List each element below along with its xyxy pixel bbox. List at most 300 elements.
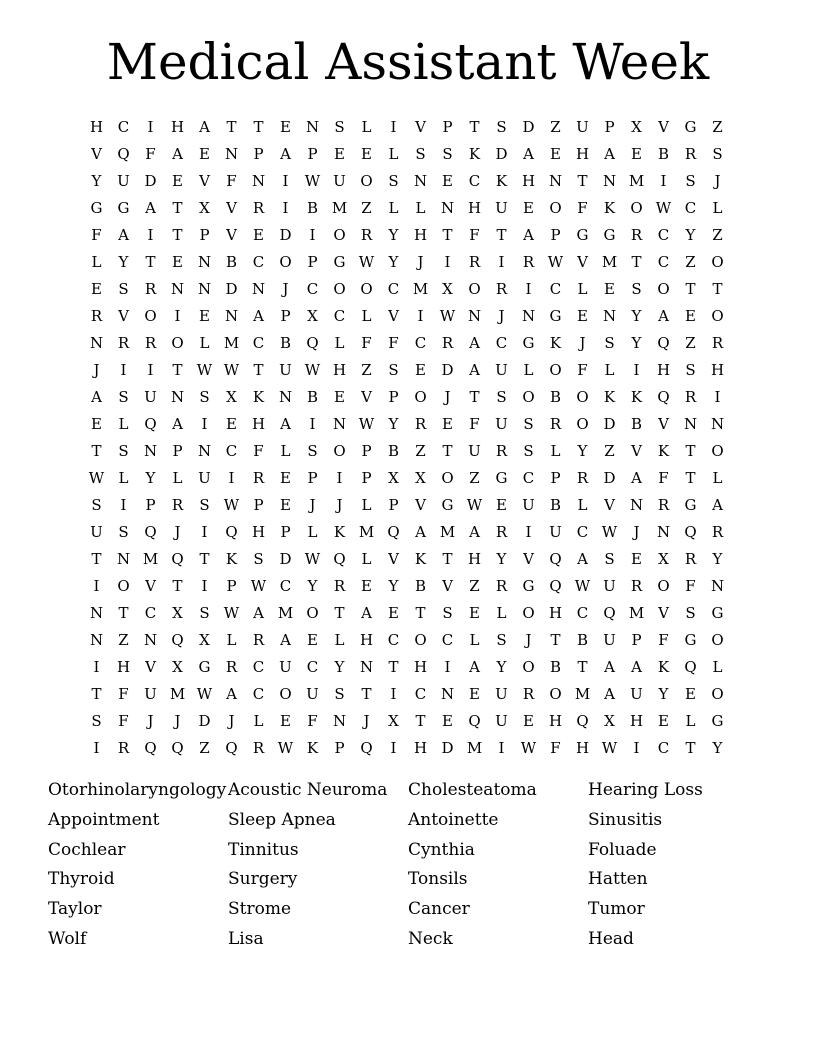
grid-letter: S <box>91 495 102 514</box>
grid-letter: U <box>603 630 616 649</box>
grid-letter: S <box>442 144 453 163</box>
grid-letter: G <box>522 333 535 352</box>
grid-letter: W <box>223 360 240 379</box>
grid-letter: X <box>415 468 426 487</box>
grid-letter: Z <box>118 630 129 649</box>
grid-letter: E <box>685 306 696 325</box>
grid-letter: X <box>658 549 669 568</box>
grid-letter: Z <box>199 738 210 757</box>
grid-letter: V <box>658 603 669 622</box>
grid-letter: V <box>577 252 588 271</box>
grid-letter: P <box>280 306 291 325</box>
grid-letter: T <box>469 117 480 136</box>
grid-letter: T <box>226 117 237 136</box>
grid-letter: E <box>361 144 372 163</box>
word-list-item: Cholesteatoma <box>408 780 537 800</box>
grid-letter: B <box>576 630 589 649</box>
grid-letter: Q <box>306 333 319 352</box>
grid-letter: C <box>414 684 427 703</box>
grid-letter: O <box>711 684 724 703</box>
grid-letter: N <box>629 495 644 514</box>
grid-letter: S <box>685 171 696 190</box>
grid-letter: H <box>548 603 563 622</box>
grid-letter: I <box>525 279 532 298</box>
grid-letter: O <box>144 306 157 325</box>
grid-letter: J <box>714 171 721 190</box>
grid-letter: C <box>252 657 265 676</box>
grid-letter: B <box>549 495 562 514</box>
grid-letter: R <box>684 144 697 163</box>
grid-letter: A <box>253 306 264 325</box>
grid-letter: U <box>306 684 319 703</box>
grid-letter: U <box>495 711 508 730</box>
grid-letter: Q <box>117 144 130 163</box>
grid-letter: Z <box>361 360 372 379</box>
grid-letter: J <box>525 630 532 649</box>
grid-letter: L <box>334 333 345 352</box>
grid-letter: A <box>604 144 615 163</box>
grid-letter: L <box>577 495 588 514</box>
grid-letter: E <box>442 171 453 190</box>
grid-letter: C <box>657 252 670 271</box>
grid-letter: J <box>309 495 316 514</box>
grid-letter: R <box>549 414 562 433</box>
grid-letter: U <box>603 576 616 595</box>
grid-letter: N <box>197 279 212 298</box>
grid-letter: B <box>549 657 562 676</box>
grid-letter: F <box>118 684 129 703</box>
grid-letter: Y <box>91 171 102 190</box>
grid-letter: I <box>174 306 181 325</box>
grid-letter: L <box>253 711 264 730</box>
word-list-item: Cynthia <box>408 839 475 860</box>
grid-letter: A <box>280 630 291 649</box>
grid-letter: A <box>469 657 480 676</box>
grid-letter: K <box>630 387 643 406</box>
grid-letter: R <box>252 738 265 757</box>
grid-letter: W <box>601 522 618 541</box>
grid-letter: V <box>361 387 372 406</box>
grid-letter: A <box>658 306 669 325</box>
grid-letter: S <box>415 144 426 163</box>
grid-letter: C <box>657 225 670 244</box>
grid-letter: Y <box>334 657 345 676</box>
grid-letter: K <box>603 198 616 217</box>
grid-letter: Y <box>577 441 588 460</box>
grid-letter: J <box>633 522 640 541</box>
grid-letter: K <box>549 333 562 352</box>
grid-letter: A <box>199 117 210 136</box>
grid-letter: I <box>120 360 127 379</box>
grid-letter: N <box>170 387 185 406</box>
grid-letter: L <box>361 549 372 568</box>
grid-letter: S <box>631 279 642 298</box>
grid-letter: T <box>253 117 264 136</box>
grid-letter: T <box>577 171 588 190</box>
grid-letter: K <box>657 441 670 460</box>
grid-letter: P <box>307 468 318 487</box>
grid-letter: E <box>523 198 534 217</box>
grid-letter: F <box>91 225 102 244</box>
grid-letter: V <box>91 144 102 163</box>
grid-letter: O <box>576 387 589 406</box>
grid-letter: D <box>279 549 292 568</box>
grid-letter: Q <box>225 738 238 757</box>
grid-letter: S <box>91 711 102 730</box>
grid-letter: A <box>91 387 102 406</box>
grid-letter: U <box>90 522 103 541</box>
grid-letter: F <box>253 441 264 460</box>
grid-letter: A <box>361 603 372 622</box>
word-list-item: Acoustic Neuroma <box>228 780 388 800</box>
grid-letter: L <box>91 252 102 271</box>
grid-letter: R <box>252 630 265 649</box>
grid-letter: I <box>390 684 397 703</box>
grid-letter: H <box>629 711 644 730</box>
grid-letter: F <box>226 171 237 190</box>
grid-letter: E <box>253 225 264 244</box>
grid-letter: Q <box>144 414 157 433</box>
grid-letter: L <box>712 657 723 676</box>
grid-letter: Y <box>388 414 399 433</box>
grid-letter: Y <box>712 549 723 568</box>
grid-letter: A <box>469 333 480 352</box>
grid-letter: H <box>521 171 536 190</box>
grid-letter: S <box>712 144 723 163</box>
grid-letter: E <box>631 144 642 163</box>
grid-letter: S <box>199 495 210 514</box>
grid-letter: M <box>466 738 483 757</box>
grid-letter: Q <box>144 738 157 757</box>
grid-letter: E <box>388 603 399 622</box>
grid-letter: F <box>658 468 669 487</box>
grid-letter: C <box>225 441 238 460</box>
grid-letter: A <box>280 414 291 433</box>
grid-letter: N <box>224 306 239 325</box>
grid-letter: H <box>413 738 428 757</box>
grid-letter: O <box>117 576 130 595</box>
grid-letter: N <box>359 657 374 676</box>
grid-letter: V <box>415 117 426 136</box>
grid-letter: H <box>170 117 185 136</box>
grid-letter: S <box>604 333 615 352</box>
grid-letter: P <box>550 468 561 487</box>
grid-letter: P <box>253 495 264 514</box>
grid-letter: F <box>307 711 318 730</box>
grid-letter: H <box>359 630 374 649</box>
grid-letter: O <box>576 414 589 433</box>
grid-letter: D <box>603 414 616 433</box>
grid-letter: V <box>145 657 156 676</box>
grid-letter: S <box>334 117 345 136</box>
grid-letter: I <box>525 522 532 541</box>
grid-letter: K <box>603 387 616 406</box>
grid-letter: R <box>90 306 103 325</box>
grid-letter: H <box>413 225 428 244</box>
grid-letter: A <box>226 684 237 703</box>
grid-letter: R <box>144 333 157 352</box>
grid-letter: I <box>201 576 208 595</box>
grid-letter: N <box>197 252 212 271</box>
grid-letter: W <box>277 738 294 757</box>
grid-letter: G <box>441 495 454 514</box>
grid-letter: O <box>711 252 724 271</box>
grid-letter: A <box>631 657 642 676</box>
grid-letter: T <box>253 360 264 379</box>
grid-letter: A <box>469 360 480 379</box>
grid-letter: O <box>522 387 535 406</box>
grid-letter: T <box>172 225 183 244</box>
grid-letter: R <box>684 549 697 568</box>
grid-letter: P <box>550 225 561 244</box>
grid-letter: J <box>336 495 343 514</box>
grid-letter: Y <box>307 576 318 595</box>
grid-letter: U <box>279 657 292 676</box>
grid-letter: Y <box>631 306 642 325</box>
grid-letter: D <box>225 279 238 298</box>
grid-letter: Z <box>469 576 480 595</box>
grid-letter: L <box>199 333 210 352</box>
grid-letter: O <box>414 630 427 649</box>
grid-letter: C <box>387 630 400 649</box>
grid-letter: K <box>414 549 427 568</box>
grid-letter: N <box>224 144 239 163</box>
grid-letter: O <box>333 279 346 298</box>
grid-letter: N <box>305 117 320 136</box>
grid-letter: G <box>117 198 130 217</box>
grid-letter: E <box>496 495 507 514</box>
grid-letter: C <box>387 279 400 298</box>
grid-letter: N <box>143 441 158 460</box>
grid-letter: I <box>660 171 667 190</box>
grid-letter: K <box>657 657 670 676</box>
grid-letter: G <box>90 198 103 217</box>
grid-letter: I <box>201 414 208 433</box>
grid-letter: D <box>522 117 535 136</box>
grid-letter: V <box>604 495 615 514</box>
grid-letter: N <box>521 306 536 325</box>
grid-letter: I <box>633 360 640 379</box>
grid-letter: X <box>226 387 237 406</box>
grid-letter: T <box>388 657 399 676</box>
grid-letter: K <box>468 144 481 163</box>
grid-letter: G <box>684 495 697 514</box>
word-list-item: Sinusitis <box>588 809 663 830</box>
grid-letter: G <box>522 576 535 595</box>
grid-letter: W <box>304 171 321 190</box>
letter-grid <box>83 113 731 761</box>
grid-letter: H <box>710 360 725 379</box>
grid-letter: X <box>631 117 642 136</box>
grid-letter: Q <box>684 657 697 676</box>
grid-letter: V <box>118 306 129 325</box>
grid-letter: S <box>685 603 696 622</box>
grid-letter: U <box>144 684 157 703</box>
grid-letter: P <box>307 144 318 163</box>
grid-letter: S <box>118 279 129 298</box>
grid-letter: I <box>93 738 100 757</box>
grid-letter: S <box>118 441 129 460</box>
grid-letter: S <box>334 684 345 703</box>
grid-letter: L <box>388 198 399 217</box>
grid-letter: G <box>576 225 589 244</box>
grid-letter: W <box>304 360 321 379</box>
grid-letter: E <box>550 144 561 163</box>
grid-letter: R <box>171 495 184 514</box>
grid-letter: R <box>495 576 508 595</box>
grid-letter: L <box>361 495 372 514</box>
page-title: Medical Assistant Week <box>106 33 710 91</box>
grid-letter: U <box>522 495 535 514</box>
grid-letter: H <box>251 414 266 433</box>
grid-letter: Z <box>361 198 372 217</box>
grid-letter: W <box>358 414 375 433</box>
grid-letter: H <box>548 711 563 730</box>
grid-letter: N <box>197 441 212 460</box>
grid-letter: A <box>577 549 588 568</box>
grid-letter: E <box>442 414 453 433</box>
grid-letter: N <box>251 171 266 190</box>
grid-letter: W <box>223 603 240 622</box>
grid-letter: B <box>657 144 670 163</box>
grid-letter: I <box>93 576 100 595</box>
grid-letter: X <box>199 198 210 217</box>
grid-letter: Q <box>225 522 238 541</box>
grid-letter: W <box>88 468 105 487</box>
grid-letter: H <box>332 360 347 379</box>
grid-letter: T <box>334 603 345 622</box>
grid-letter: Q <box>171 549 184 568</box>
grid-letter: E <box>172 252 183 271</box>
grid-letter: Q <box>468 711 481 730</box>
grid-letter: J <box>282 279 289 298</box>
grid-letter: I <box>309 225 316 244</box>
grid-letter: S <box>199 387 210 406</box>
grid-letter: D <box>441 360 454 379</box>
grid-letter: T <box>172 198 183 217</box>
grid-letter: T <box>172 360 183 379</box>
grid-letter: F <box>469 414 480 433</box>
grid-letter: Y <box>631 333 642 352</box>
grid-letter: N <box>602 171 617 190</box>
grid-letter: Q <box>171 630 184 649</box>
grid-letter: D <box>495 144 508 163</box>
grid-letter: H <box>89 117 104 136</box>
grid-letter: E <box>226 414 237 433</box>
grid-letter: F <box>550 738 561 757</box>
grid-letter: R <box>333 576 346 595</box>
grid-letter: G <box>198 657 211 676</box>
grid-letter: V <box>226 225 237 244</box>
grid-letter: C <box>252 252 265 271</box>
grid-letter: W <box>196 360 213 379</box>
grid-letter: T <box>577 657 588 676</box>
grid-letter: P <box>145 495 156 514</box>
word-list-item: Surgery <box>228 869 298 890</box>
grid-letter: R <box>495 522 508 541</box>
grid-letter: M <box>601 252 618 271</box>
grid-letter: R <box>495 279 508 298</box>
grid-letter: T <box>685 738 696 757</box>
word-list-item: Thyroid <box>48 869 115 890</box>
grid-letter: N <box>89 603 104 622</box>
grid-letter: O <box>279 252 292 271</box>
grid-letter: V <box>658 117 669 136</box>
grid-letter: F <box>118 711 129 730</box>
grid-letter: O <box>711 630 724 649</box>
grid-letter: I <box>633 738 640 757</box>
grid-letter: P <box>631 630 642 649</box>
grid-letter: O <box>549 360 562 379</box>
grid-letter: S <box>496 117 507 136</box>
grid-letter: U <box>144 387 157 406</box>
grid-letter: X <box>388 711 399 730</box>
grid-letter: N <box>89 630 104 649</box>
word-list <box>48 776 788 955</box>
grid-letter: L <box>415 198 426 217</box>
grid-letter: W <box>196 684 213 703</box>
grid-letter: O <box>522 657 535 676</box>
grid-letter: R <box>252 198 265 217</box>
grid-letter: T <box>415 711 426 730</box>
grid-letter: S <box>685 360 696 379</box>
grid-letter: N <box>413 171 428 190</box>
grid-letter: L <box>577 279 588 298</box>
grid-letter: K <box>306 738 319 757</box>
word-list-item: Cancer <box>408 899 470 920</box>
grid-letter: P <box>253 144 264 163</box>
grid-letter: V <box>631 441 642 460</box>
grid-letter: O <box>630 198 643 217</box>
grid-letter: M <box>142 549 159 568</box>
word-list-item: Appointment <box>48 809 160 830</box>
grid-letter: L <box>550 441 561 460</box>
grid-letter: G <box>711 603 724 622</box>
grid-letter: A <box>118 225 129 244</box>
grid-letter: W <box>601 738 618 757</box>
grid-letter: C <box>306 279 319 298</box>
grid-letter: L <box>280 441 291 460</box>
grid-letter: N <box>710 576 725 595</box>
grid-letter: J <box>228 711 235 730</box>
grid-letter: W <box>439 306 456 325</box>
grid-letter: Z <box>550 117 561 136</box>
grid-letter: P <box>199 225 210 244</box>
grid-letter: R <box>522 252 535 271</box>
grid-letter: H <box>656 360 671 379</box>
grid-letter: N <box>251 279 266 298</box>
grid-letter: I <box>390 117 397 136</box>
grid-letter: H <box>575 738 590 757</box>
grid-letter: L <box>307 522 318 541</box>
grid-letter: C <box>441 630 454 649</box>
grid-letter: J <box>174 711 181 730</box>
grid-letter: N <box>116 549 131 568</box>
grid-letter: E <box>280 468 291 487</box>
grid-letter: P <box>172 441 183 460</box>
grid-letter: T <box>91 441 102 460</box>
grid-letter: F <box>469 225 480 244</box>
grid-letter: T <box>118 603 129 622</box>
grid-letter: M <box>628 603 645 622</box>
grid-letter: Y <box>496 549 507 568</box>
word-list-item: Tumor <box>588 899 645 920</box>
grid-letter: Y <box>388 576 399 595</box>
grid-letter: S <box>604 549 615 568</box>
grid-letter: S <box>496 387 507 406</box>
grid-letter: I <box>444 252 451 271</box>
grid-letter: A <box>523 144 534 163</box>
